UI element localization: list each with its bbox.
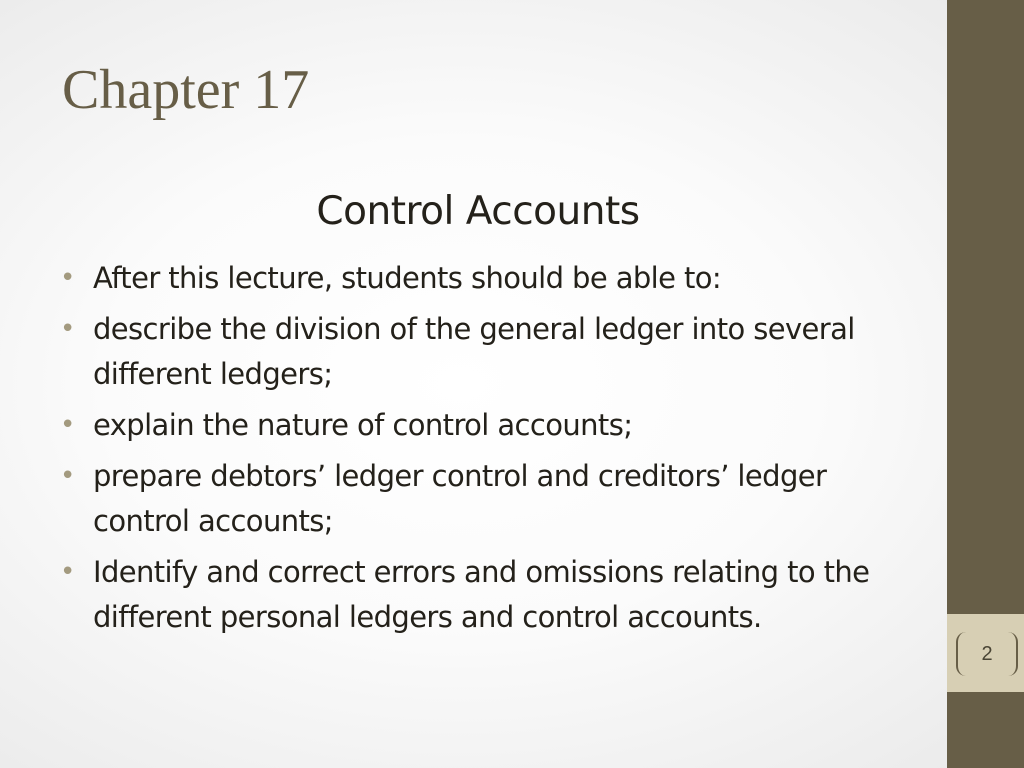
- bullet-item: [60, 256, 920, 301]
- bullet-icon: •: [60, 263, 75, 293]
- bullet-text: explain the nature of control accounts;: [93, 408, 633, 442]
- slide-title: Chapter 17: [62, 59, 310, 121]
- bullet-text: Identify and correct errors and omissions relating to the different personal ledgers and control accounts.: [93, 555, 870, 634]
- bullet-item: [60, 550, 920, 640]
- page-number: 2: [981, 643, 993, 665]
- bullet-icon: •: [60, 314, 75, 344]
- bullet-icon: •: [60, 461, 75, 491]
- bullet-icon: •: [60, 410, 75, 440]
- bullet-item: [60, 307, 920, 397]
- bullet-item: [60, 454, 920, 544]
- bullet-text: describe the division of the general ledger into several different ledgers;: [93, 312, 855, 391]
- bullet-item: [60, 403, 920, 448]
- bullet-text: prepare debtors’ ledger control and creditors’ ledger control accounts;: [93, 459, 827, 538]
- bullet-list: [60, 256, 920, 646]
- bullet-icon: •: [60, 557, 75, 587]
- bullet-text: After this lecture, students should be able to:: [93, 261, 722, 295]
- slide-subtitle: Control Accounts: [316, 189, 640, 234]
